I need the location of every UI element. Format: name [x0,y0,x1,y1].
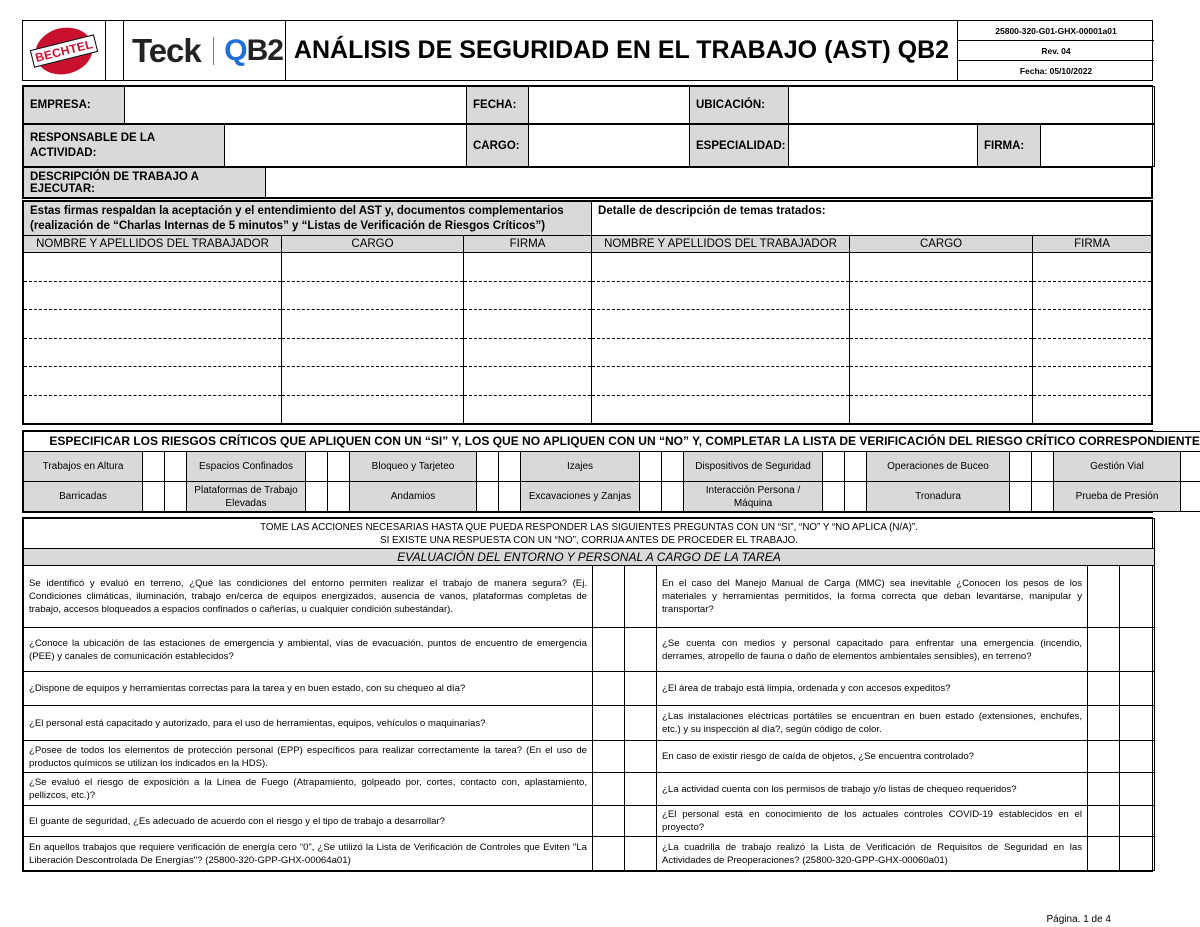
answer-box[interactable] [1120,773,1155,806]
fecha-label: FECHA: [467,87,529,124]
critical-risks-title: ESPECIFICAR LOS RIESGOS CRÍTICOS QUE APLIQUEN CON UN “SI” Y, LOS QUE NO APLIQUEN CON UN “NO” Y, COMPLETAR LA LISTA DE VERIFICACIÓN DEL RIESGO CRÍTICO CORRESPONDIENTE [24,432,1200,452]
risk-no-checkbox[interactable] [845,482,867,512]
signature-row [24,310,1152,339]
critical-risks-section [22,430,1200,513]
question-row [24,741,1155,773]
doc-revision: Rev. 04 [958,41,1154,61]
answer-box[interactable] [1088,741,1120,773]
question-text: ¿La cuadrilla de trabajo realizó la Lista de Verificación de Requisitos de Seguridad en las Actividades de Preoperaciones? (25800-320-GPP-GHX-00060a01) [657,837,1088,871]
answer-box[interactable] [1088,773,1120,806]
critical-risk-label: Dispositivos de Seguridad [684,452,823,482]
document-meta [958,21,1154,80]
risk-si-checkbox[interactable] [823,482,845,512]
teck-qb2-logo: Teck QB2 [124,21,286,80]
signature-row [24,338,1152,367]
question-text: ¿Las instalaciones eléctricas portátiles se encuentran en buen estado (extensiones, enchufes, etc.) y su inspección al día?, según código de color. [657,706,1088,741]
critical-risk-label: Prueba de Presión [1054,482,1181,512]
risk-no-checkbox[interactable] [845,452,867,482]
question-row [24,566,1155,628]
fecha-field[interactable] [529,87,690,124]
answer-box[interactable] [625,741,657,773]
answer-box[interactable] [1088,706,1120,741]
answer-box[interactable] [593,806,625,837]
risk-si-checkbox[interactable] [1010,452,1032,482]
risk-no-checkbox[interactable] [499,452,521,482]
question-text: ¿El personal está capacitado y autorizado, para el uso de herramientas, equipos, vehículos o maquinarias? [24,706,593,741]
risk-no-checkbox[interactable] [328,482,350,512]
critical-risk-label: Bloqueo y Tarjeteo [350,452,477,482]
answer-box[interactable] [1088,837,1120,871]
question-text: En aquellos trabajos que requiere verificación de energía cero “0”, ¿Se utilizó la Lista de Verificación de Controles que Eviten "La Liberación Descontrolada De Energías"? (25800-320-GPP-GHX-00064a01) [24,837,593,871]
instructions-line-1: TOME LAS ACCIONES NECESARIAS HASTA QUE PUEDA RESPONDER LAS SIGUIENTES PREGUNTAS CON UN “SI”, “NO” Y “NO APLICA (N/A)”. [24,519,1155,535]
answer-box[interactable] [593,837,625,871]
signature-row [24,253,1152,282]
question-text: En caso de existir riesgo de caída de objetos, ¿Se encuentra controlado? [657,741,1088,773]
answer-box[interactable] [593,672,625,706]
risk-no-checkbox[interactable] [328,452,350,482]
answer-box[interactable] [1120,806,1155,837]
topics-detail-label: Detalle de descripción de temas tratados: [592,202,1152,236]
answer-box[interactable] [1088,672,1120,706]
answer-box[interactable] [1120,628,1155,672]
section-title: EVALUACIÓN DEL ENTORNO Y PERSONAL A CARGO DE LA TAREA [24,549,1155,566]
risk-si-checkbox[interactable] [640,482,662,512]
doc-date: Fecha: 05/10/2022 [1019,66,1093,76]
descripcion-field[interactable] [266,168,1152,198]
answer-box[interactable] [593,741,625,773]
descripcion-label: DESCRIPCIÓN DE TRABAJO A EJECUTAR: [24,168,266,198]
critical-risk-label: Interacción Persona / Máquina [684,482,823,512]
ubicacion-label: UBICACIÓN: [690,87,789,124]
question-text: ¿Se cuenta con medios y personal capacitado para enfrentar una emergencia (incendio, derrames, atropello de fauna o daño de elementos ambientales sensibles), en terreno? [657,628,1088,672]
col-firma-right: FIRMA [1033,236,1152,253]
question-row [24,806,1155,837]
critical-risk-label: Operaciones de Buceo [867,452,1010,482]
risk-no-checkbox[interactable] [662,482,684,512]
ubicacion-field[interactable] [789,87,1155,124]
especialidad-label: ESPECIALIDAD: [690,125,789,167]
col-nombre-left: NOMBRE Y APELLIDOS DEL TRABAJADOR [24,236,282,253]
answer-box[interactable] [593,773,625,806]
critical-risk-label: Tronadura [867,482,1010,512]
answer-box[interactable] [625,806,657,837]
especialidad-field[interactable] [789,125,978,167]
empresa-label: EMPRESA: [24,87,125,124]
risk-si-checkbox[interactable] [306,452,328,482]
cargo-field[interactable] [529,125,690,167]
risk-si-checkbox[interactable] [1181,482,1200,512]
risk-si-checkbox[interactable] [823,452,845,482]
risk-no-checkbox[interactable] [1032,452,1054,482]
answer-box[interactable] [593,566,625,628]
responsable-label: RESPONSABLE DE LA ACTIVIDAD: [24,125,225,167]
critical-risk-label: Plataformas de Trabajo Elevadas [187,482,306,512]
critical-risk-label: Izajes [521,452,640,482]
critical-risk-label: Trabajos en Altura [24,452,143,482]
question-text: El guante de seguridad, ¿Es adecuado de acuerdo con el riesgo y el tipo de trabajo a desarrollar? [24,806,593,837]
answer-box[interactable] [625,773,657,806]
question-row [24,706,1155,741]
cargo-label: CARGO: [467,125,529,167]
risk-no-checkbox[interactable] [1032,482,1054,512]
question-text: ¿Dispone de equipos y herramientas correctas para la tarea y en buen estado, con su chequeo al día? [24,672,593,706]
question-text: ¿Conoce la ubicación de las estaciones de emergencia y ambiental, vías de evacuación, puntos de encuentro de emergencia (PEE) y canales de comunicación establecidos? [24,628,593,672]
question-row [24,672,1155,706]
risk-no-checkbox[interactable] [499,482,521,512]
answer-box[interactable] [1120,837,1155,871]
answer-box[interactable] [1120,741,1155,773]
risk-si-checkbox[interactable] [1181,452,1200,482]
signature-row [24,281,1152,310]
work-info-section [22,85,1153,199]
col-firma-left: FIRMA [464,236,592,253]
critical-risk-label: Barricadas [24,482,143,512]
page-number: Página. 1 de 4 [1046,914,1111,925]
answer-box[interactable] [1120,672,1155,706]
answer-box[interactable] [1120,566,1155,628]
critical-risk-label: Andamios [350,482,477,512]
answer-box[interactable] [625,566,657,628]
questions-section [22,517,1153,872]
critical-risk-label: Espacios Confinados [187,452,306,482]
signature-row [24,367,1152,396]
risk-no-checkbox[interactable] [165,452,187,482]
bechtel-logo: BECHTEL [23,21,106,80]
answer-box[interactable] [593,628,625,672]
question-row [24,773,1155,806]
answer-box[interactable] [625,672,657,706]
critical-risk-label: Gestión Vial [1054,452,1181,482]
question-row [24,628,1155,672]
doc-code: 25800-320-G01-GHX-00001a01 [958,21,1154,41]
question-text: ¿Posee de todos los elementos de protección personal (EPP) específicos para realizar correctamente la tarea? (En el uso de productos químicos se utilizan los indicados en la HDS). [24,741,593,773]
question-text: ¿El personal está en conocimiento de los actuales controles COVID-19 establecidos en el proyecto? [657,806,1088,837]
risk-no-checkbox[interactable] [662,452,684,482]
question-row [24,837,1155,871]
firma-label: FIRMA: [978,125,1041,167]
risk-no-checkbox[interactable] [165,482,187,512]
page-title: ANÁLISIS DE SEGURIDAD EN EL TRABAJO (AST) QB2 [286,21,958,80]
answer-box[interactable] [625,628,657,672]
answer-box[interactable] [625,706,657,741]
answer-box[interactable] [1088,566,1120,628]
signatures-section [22,200,1153,425]
risk-si-checkbox[interactable] [640,452,662,482]
answer-box[interactable] [593,706,625,741]
signatures-note: Estas firmas respaldan la aceptación y el entendimiento del AST y, documentos complementarios (realización de “Charlas Internas de 5 minutos” y “Listas de Verificación de Riesgos Críticos”) [24,202,592,236]
signature-row [24,395,1152,424]
col-cargo-left: CARGO [282,236,464,253]
risk-si-checkbox[interactable] [306,482,328,512]
answer-box[interactable] [1088,806,1120,837]
answer-box[interactable] [1120,706,1155,741]
risk-si-checkbox[interactable] [477,482,499,512]
critical-risk-label: Excavaciones y Zanjas [521,482,640,512]
instructions-line-2: SI EXISTE UNA RESPUESTA CON UN “NO”, CORRIJA ANTES DE PROCEDER EL TRABAJO. [24,534,1155,549]
question-text: ¿El área de trabajo está limpia, ordenada y con accesos expeditos? [657,672,1088,706]
question-text: ¿La actividad cuenta con los permisos de trabajo y/o listas de chequeo requeridos? [657,773,1088,806]
col-nombre-right: NOMBRE Y APELLIDOS DEL TRABAJADOR [592,236,850,253]
question-text: En el caso del Manejo Manual de Carga (MMC) sea inevitable ¿Conocen los pesos de los materiales y herramientas permitidos, la forma correcta que deban levantarse, manipular y transportar? [657,566,1088,628]
answer-box[interactable] [625,837,657,871]
risk-si-checkbox[interactable] [143,482,165,512]
col-cargo-right: CARGO [850,236,1033,253]
answer-box[interactable] [1088,628,1120,672]
question-text: ¿Se evaluó el riesgo de exposición a la Línea de Fuego (Atrapamiento, golpeado por, cortes, contacto con, aplastamiento, pellizcos, etc.)? [24,773,593,806]
responsable-field[interactable] [225,125,467,167]
risk-si-checkbox[interactable] [143,452,165,482]
risk-si-checkbox[interactable] [1010,482,1032,512]
risk-si-checkbox[interactable] [477,452,499,482]
question-text: Se identificó y evaluó en terreno, ¿Qué las condiciones del entorno permiten realizar el trabajo de manera segura? (Ej. Condiciones climáticas, iluminación, trabajo en/cerca de equipos energizados, ausencia de vanos, plataformas completas de trabajo, accesos bloqueados a espacios confinados o cañerías, u cualquier condición subestándar). [24,566,593,628]
form-header [22,20,1153,81]
firma-field[interactable] [1041,125,1155,167]
empresa-field[interactable] [125,87,467,124]
